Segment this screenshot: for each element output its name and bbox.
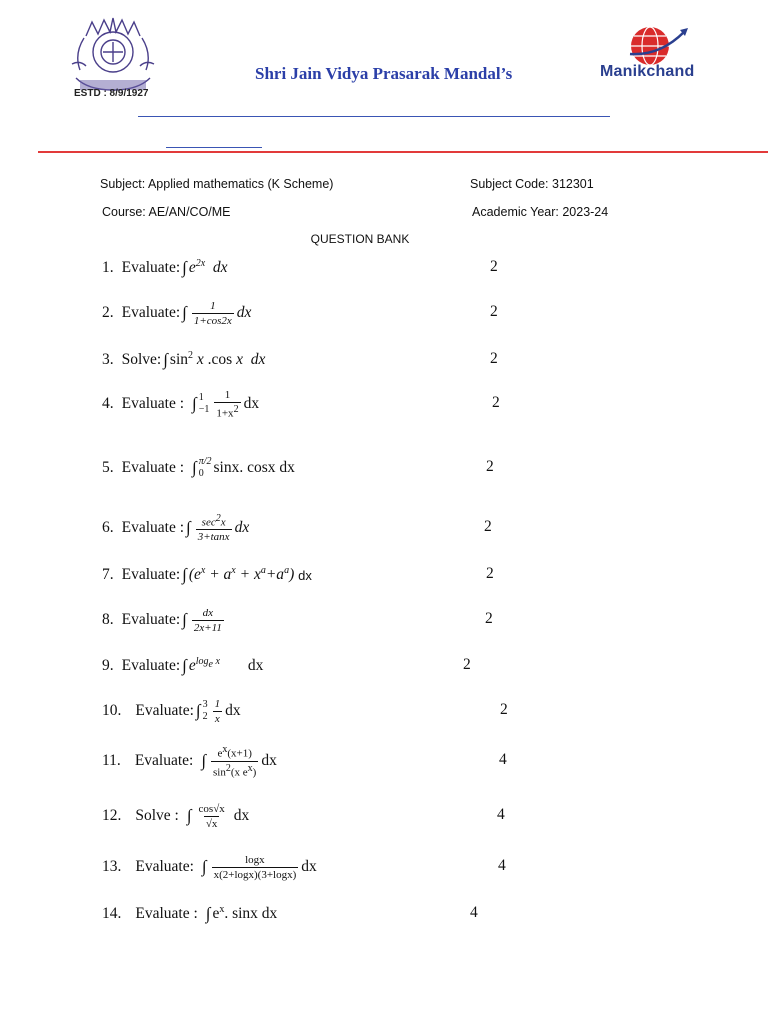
question-marks: 2 <box>490 258 498 275</box>
question-9: 9. Evaluate: ∫ $e^{log_e x}$ dx <box>102 656 264 675</box>
question-marks: 2 <box>492 394 500 411</box>
question-label: Evaluate: <box>121 259 181 276</box>
question-marks: 4 <box>498 857 506 874</box>
question-marks: 2 <box>486 565 494 582</box>
question-11: 11. Evaluate: ∫ $\frac{e^x(x+1)}{\sin^2(x e^x)}$ dx <box>102 743 277 779</box>
question-marks: 2 <box>486 458 494 475</box>
question-6: 6. Evaluate : ∫ $\frac{\sec^2x}{3+\tan x}$ dx <box>102 512 250 544</box>
question-label: Evaluate: <box>121 657 181 674</box>
estd-label: ESTD : 8/9/1927 <box>74 88 149 99</box>
question-label: Evaluate: <box>134 752 194 769</box>
question-number: 7. <box>102 566 114 583</box>
question-marks: 2 <box>490 303 498 320</box>
question-number: 14. <box>102 905 122 922</box>
subject-text: Subject: Applied mathematics (K Scheme) <box>100 177 334 191</box>
question-number: 1. <box>102 259 114 276</box>
question-marks: 2 <box>485 610 493 627</box>
question-number: 6. <box>102 519 114 536</box>
header-divider-blue <box>138 116 610 117</box>
question-label: Evaluate: <box>135 702 194 719</box>
header-divider-blue-short <box>166 147 262 148</box>
question-1: 1. Evaluate: ∫ $e^{2x}$ dx <box>102 258 228 277</box>
question-number: 11. <box>102 752 121 769</box>
question-number: 2. <box>102 304 114 321</box>
question-7: 7. Evaluate: ∫ $(e^x + a^x + x^a+a^a)$ dx <box>102 565 312 584</box>
question-12: 12. Solve : ∫ $\frac{\cos√x}{√x}$ dx <box>102 802 250 830</box>
question-3: 3. Solve: ∫ $\sin^2 x$ .cos x dx <box>102 350 266 369</box>
question-number: 12. <box>102 807 122 824</box>
question-label: Solve: <box>121 351 162 368</box>
header-divider-red <box>38 151 768 153</box>
question-13: 13. Evaluate: ∫ $\frac{\log x}{x(2+\log x)(3+\log x)}$ dx <box>102 853 317 881</box>
question-number: 4. <box>102 395 114 412</box>
question-marks: 2 <box>500 701 508 718</box>
question-label: Evaluate: <box>135 858 194 875</box>
question-10: 10. Evaluate: ∫ 3 2 $\frac{1}{x}$ dx <box>102 697 241 725</box>
question-label: Evaluate: <box>121 566 181 583</box>
question-number: 13. <box>102 858 122 875</box>
question-number: 3. <box>102 351 114 368</box>
question-marks: 4 <box>499 751 507 768</box>
question-number: 8. <box>102 611 114 628</box>
question-label: Evaluate: <box>121 304 181 321</box>
question-label: Evaluate: <box>121 611 181 628</box>
question-marks: 4 <box>497 806 505 823</box>
question-marks: 4 <box>470 904 478 921</box>
question-number: 10. <box>102 702 122 719</box>
course-text: Course: AE/AN/CO/ME <box>102 205 231 219</box>
question-marks: 2 <box>490 350 498 367</box>
academic-year-text: Academic Year: 2023-24 <box>472 205 609 219</box>
question-label: Solve : <box>135 807 179 824</box>
question-label: Evaluate : <box>121 459 185 476</box>
question-8: 8. Evaluate: ∫ $\frac{dx}{2x+11}$ <box>102 606 222 634</box>
question-marks: 2 <box>463 656 471 673</box>
question-label: Evaluate : <box>121 395 185 412</box>
question-5: 5. Evaluate : ∫ π/2 0 sinx. cosx dx <box>102 456 295 479</box>
institution-title: Shri Jain Vidya Prasarak Mandal’s <box>255 64 513 83</box>
question-4: 4. Evaluate : ∫ 1 −1 $\frac{1}{1+x^2}$ dx <box>102 388 260 420</box>
brand-name: Manikchand <box>600 63 695 80</box>
question-marks: 2 <box>484 518 492 535</box>
question-number: 9. <box>102 657 114 674</box>
question-14: 14. Evaluate : ∫ $e^x$. sinx dx <box>102 904 278 923</box>
subject-code-text: Subject Code: 312301 <box>470 177 594 191</box>
question-number: 5. <box>102 459 114 476</box>
question-bank-heading: QUESTION BANK <box>310 232 410 246</box>
question-2: 2. Evaluate: ∫ $\frac{1}{1+\cos 2x}$ dx <box>102 299 252 327</box>
question-label: Evaluate : <box>121 519 185 536</box>
question-label: Evaluate : <box>135 905 198 922</box>
